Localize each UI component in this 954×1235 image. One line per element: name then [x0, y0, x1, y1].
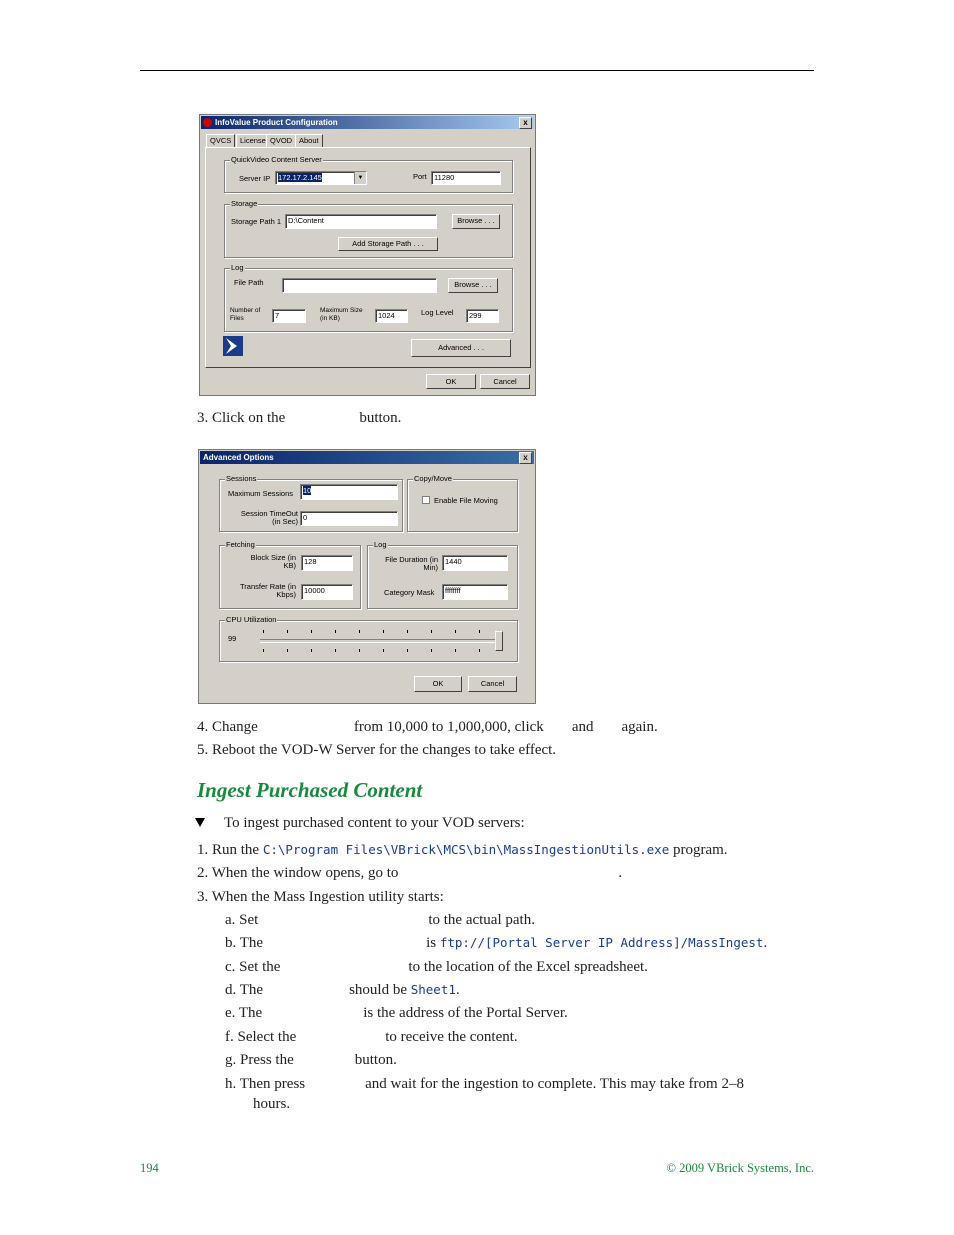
ingest-step-3: 3. When the Mass Ingestion utility starts: — [197, 889, 444, 905]
close-button[interactable]: x — [519, 452, 532, 464]
sessions-group-label: Sessions — [226, 474, 257, 483]
substep-b-code: ftp://[Portal Server IP Address]/MassIngest — [439, 935, 764, 950]
substep-d-code: Sheet1 — [410, 982, 456, 997]
procedure-intro: To ingest purchased content to your VOD servers: — [224, 815, 525, 831]
substep-g-post: button. — [354, 1052, 397, 1068]
substep-b-end: . — [763, 935, 768, 951]
product-config-dialog — [199, 114, 536, 396]
copy-move-group — [407, 474, 518, 532]
step-4-mid: from 10,000 to 1,000,000, click — [353, 719, 544, 735]
substep-d-end: . — [455, 982, 460, 998]
ok-button[interactable]: OK — [414, 676, 462, 692]
qvcs-group — [224, 155, 513, 193]
ingest-step-2-end: . — [618, 865, 623, 881]
substep-b — [225, 934, 767, 952]
tab-qvod[interactable]: QVOD — [266, 134, 296, 148]
max-sessions-label: Maximum Sessions — [228, 489, 294, 498]
maximum-size-field[interactable]: 1024 — [375, 309, 408, 323]
storage-group-label: Storage — [231, 199, 258, 208]
ingest-step-1-post: program. — [672, 842, 728, 858]
substep-c-post: to the location of the Excel spreadsheet. — [408, 959, 648, 975]
file-path-field[interactable] — [282, 278, 437, 293]
slider-ticks-bottom — [263, 649, 503, 652]
advanced-button[interactable]: Advanced . . . — [411, 339, 511, 357]
enable-file-moving-checkbox[interactable] — [422, 496, 430, 504]
advanced-options-dialog — [198, 449, 536, 704]
chevron-down-icon[interactable]: ▼ — [354, 172, 366, 184]
step-3-tail: button. — [359, 410, 402, 426]
section-title: Ingest Purchased Content — [197, 778, 423, 802]
storage-path-field[interactable]: D:\Content — [285, 214, 437, 229]
ingest-step-1-pre: 1. Run the — [197, 842, 260, 858]
substep-h-post: and wait for the ingestion to complete. This may take from 2–8 — [365, 1076, 744, 1092]
substep-h-line2: hours. — [253, 1096, 291, 1112]
substep-a-pre: a. Set — [225, 912, 259, 928]
fetching-group-label: Fetching — [226, 540, 255, 549]
substep-d — [225, 981, 460, 999]
dialog-titlebar — [200, 451, 534, 464]
step-3-line — [197, 409, 401, 427]
block-size-label: Block Size (in KB) — [250, 553, 296, 570]
substep-e-post: is the address of the Portal Server. — [363, 1005, 568, 1021]
port-label: Port — [413, 172, 427, 181]
cancel-button[interactable]: Cancel — [468, 676, 517, 692]
session-timeout-label: Session TimeOut (in Sec) — [240, 509, 298, 526]
enable-file-moving-label: Enable File Moving — [434, 496, 498, 505]
vbrick-logo-icon — [223, 336, 243, 356]
cpu-value-label: 99 — [228, 634, 237, 643]
substep-b-pre: b. The — [225, 935, 264, 951]
log-group-label: Log — [231, 263, 244, 272]
file-duration-field[interactable]: 1440 — [442, 555, 508, 571]
session-timeout-field[interactable]: 0 — [300, 511, 398, 526]
cpu-utilization-group — [219, 615, 518, 662]
header-rule — [140, 70, 814, 71]
substep-c — [225, 958, 648, 976]
tab-strip — [206, 134, 526, 147]
log-group — [367, 540, 518, 609]
slider-thumb[interactable] — [495, 631, 503, 651]
substep-a-post: to the actual path. — [428, 912, 535, 928]
log-group-label: Log — [374, 540, 387, 549]
substep-h-pre: h. Then press — [225, 1076, 306, 1092]
copy-move-group-label: Copy/Move — [414, 474, 452, 483]
substep-f-pre: f. Select the — [225, 1029, 297, 1045]
ingest-step-2-text: 2. When the window opens, go to — [197, 865, 399, 881]
log-level-field[interactable]: 299 — [466, 309, 499, 323]
step-4-text: 4. Change — [197, 719, 258, 735]
storage-path-label: Storage Path 1 — [231, 217, 282, 226]
step-4-line — [197, 718, 658, 736]
substep-g — [225, 1051, 397, 1069]
log-group — [224, 263, 513, 332]
substep-f-post: to receive the content. — [385, 1029, 518, 1045]
app-icon — [203, 118, 212, 127]
ingest-step-1 — [197, 841, 728, 859]
number-of-files-label: Number of Files — [230, 307, 261, 322]
substep-f — [225, 1028, 518, 1046]
step-4-and: and — [571, 719, 594, 735]
log-level-label: Log Level — [421, 308, 454, 317]
server-ip-label: Server IP — [239, 174, 271, 183]
qvcs-group-label: QuickVideo Content Server — [231, 155, 322, 164]
browse-log-button[interactable]: Browse . . . — [448, 278, 498, 293]
copyright: © 2009 VBrick Systems, Inc. — [666, 1161, 814, 1175]
substep-c-pre: c. Set the — [225, 959, 281, 975]
sessions-group — [219, 474, 403, 532]
step-5-line: 5. Reboot the VOD-W Server for the changes to take effect. — [197, 742, 557, 758]
ok-button[interactable]: OK — [426, 374, 476, 389]
number-of-files-field[interactable]: 7 — [272, 309, 306, 323]
fetching-group — [219, 540, 361, 609]
step-4-again: again. — [621, 719, 658, 735]
cancel-button[interactable]: Cancel — [480, 374, 530, 389]
substep-g-pre: g. Press the — [225, 1052, 294, 1068]
dialog-titlebar — [201, 116, 534, 129]
dialog-title: InfoValue Product Configuration — [215, 118, 338, 127]
substep-b-is: is — [426, 935, 437, 951]
slider-track — [260, 639, 502, 643]
procedure-triangle-icon — [195, 818, 205, 827]
transfer-rate-field[interactable]: 10000 — [301, 584, 353, 600]
add-storage-path-button[interactable]: Add Storage Path . . . — [338, 237, 438, 251]
tab-qvcs[interactable]: QVCS — [206, 134, 235, 148]
file-duration-label: File Duration (in Min) — [385, 555, 438, 572]
browse-storage-button[interactable]: Browse . . . — [452, 214, 500, 229]
ingest-step-1-code: C:\Program Files\VBrick\MCS\bin\MassIngestionUtils.exe — [262, 842, 670, 857]
transfer-rate-label: Transfer Rate (in Kbps) — [240, 582, 296, 599]
tab-about[interactable]: About — [295, 134, 323, 148]
close-button[interactable]: x — [519, 117, 532, 129]
substep-e-pre: e. The — [225, 1005, 263, 1021]
substep-h — [225, 1075, 744, 1093]
cpu-utilization-slider[interactable] — [260, 626, 505, 656]
storage-group — [224, 199, 513, 258]
max-sessions-field[interactable] — [300, 484, 398, 500]
cpu-utilization-group-label: CPU Utilization — [226, 615, 277, 624]
max-sessions-value: 10 — [303, 486, 312, 495]
substep-d-mid: should be — [349, 982, 407, 998]
tab-panel — [205, 147, 531, 368]
substep-d-pre: d. The — [225, 982, 264, 998]
substep-e — [225, 1004, 568, 1022]
file-path-label: File Path — [234, 278, 264, 287]
maximum-size-label: Maximum Size (in KB) — [320, 307, 363, 322]
slider-ticks-top — [263, 630, 503, 633]
block-size-field[interactable]: 128 — [301, 555, 353, 571]
page-number: 194 — [140, 1161, 159, 1175]
tab-license[interactable]: License — [236, 134, 270, 148]
step-3-text: 3. Click on the — [197, 410, 286, 426]
server-ip-value: 172.17.2.145 — [278, 173, 322, 182]
ingest-step-2 — [197, 864, 622, 882]
substep-a — [225, 911, 535, 929]
server-ip-select[interactable] — [275, 171, 367, 185]
dialog-title: Advanced Options — [203, 453, 274, 462]
port-field[interactable]: 11280 — [431, 171, 501, 185]
category-mask-field[interactable]: ffffffff — [442, 584, 508, 600]
category-mask-label: Category Mask — [384, 588, 435, 597]
